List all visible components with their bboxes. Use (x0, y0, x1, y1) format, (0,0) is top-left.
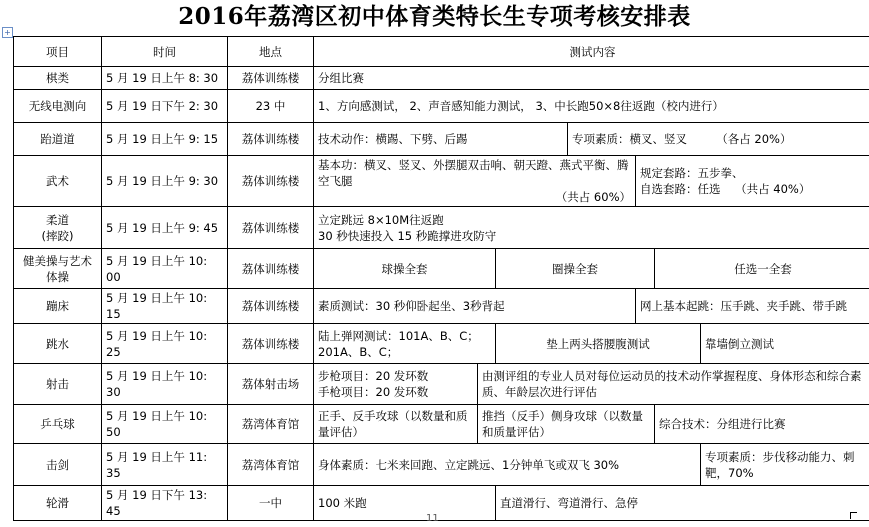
page-corner-mark (850, 512, 857, 519)
item-cell: 跆道道 (14, 123, 102, 156)
routine-weight: （共占 40%） (735, 182, 811, 196)
page-number: 11 (426, 513, 439, 524)
content-cell-optional: 任选一全套 (655, 249, 869, 289)
item-cell: 棋类 (14, 67, 102, 90)
item-cell: 无线电测向 (14, 90, 102, 123)
item-cell: 乒乓球 (14, 405, 102, 444)
pistol-line: 手枪项目：20 发环数 (318, 385, 429, 399)
content-cell-trampoline (314, 324, 496, 364)
item-cell (14, 207, 102, 249)
item-cell: 健美操与艺术体操 (14, 249, 102, 289)
header-item: 项目 (14, 37, 102, 67)
quality-weight: （各占 20%） (716, 132, 792, 146)
basic-weight: （共占 60%） (555, 190, 631, 204)
time-cell: 5 月 19 日上午 10: 00 (102, 249, 228, 289)
time-cell: 5 月 19 日上午 10: 30 (102, 364, 228, 405)
basic-text: 基本功：横叉、竖叉、外摆腿双击响、朝天蹬、燕式平衡、腾空飞腿 (318, 158, 629, 188)
content-cell-special: 专项素质：步伐移动能力、刺靶，70% (701, 444, 869, 486)
table-row-chess (14, 67, 869, 90)
item-cell: 击剑 (14, 444, 102, 486)
content-cell-mat: 垫上两头搭腰腹测试 (496, 324, 701, 364)
content-cell-routine (636, 156, 869, 207)
routine-text: 规定套路：五步拳、 (640, 166, 744, 180)
table-row-shooting (14, 364, 869, 405)
table-row-gym (14, 249, 869, 289)
time-cell: 5 月 19 日上午 9: 30 (102, 156, 228, 207)
time-cell: 5 月 19 日上午 10: 50 (102, 405, 228, 444)
content-line-1: 陆上弹网测试：101A、B、C； (318, 328, 479, 343)
item-cell: 跳水 (14, 324, 102, 364)
place-cell: 23 中 (228, 90, 314, 123)
table-row-wushu (14, 156, 869, 207)
time-cell: 5 月 19 日上午 10: 15 (102, 289, 228, 324)
item-cell: 射击 (14, 364, 102, 405)
table-row-judo (14, 207, 869, 249)
schedule-table (13, 36, 869, 521)
quality-text: 专项素质：横叉、竖叉 (572, 132, 687, 146)
item-cell: 轮滑 (14, 486, 102, 521)
place-cell: 荔体训练楼 (228, 324, 314, 364)
time-cell: 5 月 19 日上午 9: 45 (102, 207, 228, 249)
content-cell-quality (568, 123, 869, 156)
content-cell-attack: 正手、反手攻球（以数量和质量评估） (314, 405, 478, 444)
content-cell-guns (314, 364, 478, 405)
content-cell-quality: 素质测试：30 秒仰卧起坐、3秒背起 (314, 289, 636, 324)
content-cell-technique: 技术动作：横踢、下劈、后踢 (314, 123, 568, 156)
place-cell: 荔体射击场 (228, 364, 314, 405)
content-cell (314, 207, 869, 249)
content-cell-physical: 身体素质：七米来回跑、立定跳远、1分钟单飞或双飞 30% (314, 444, 701, 486)
time-cell: 5 月 19 日上午 11: 35 (102, 444, 228, 486)
content-cell-jump: 网上基本起跳：压手跳、夹手跳、带手跳 (636, 289, 869, 324)
header-time: 时间 (102, 37, 228, 67)
content-line-1: 立定跳远 8×10M往返跑 (318, 212, 444, 227)
item-cell: 武术 (14, 156, 102, 207)
content-line-2: 30 秒快速投入 15 秒跪撑进攻防守 (318, 228, 497, 243)
content-cell: 分组比赛 (314, 67, 869, 90)
time-cell: 5 月 19 日上午 10: 25 (102, 324, 228, 364)
content-cell-ball: 球操全套 (314, 249, 496, 289)
header-place: 地点 (228, 37, 314, 67)
routine-free: 自选套路：任选 (640, 182, 721, 196)
content-cell-handstand: 靠墙倒立测试 (701, 324, 869, 364)
content-line-2: 201A、B、C； (318, 344, 399, 359)
content-cell-sprint: 100 米跑 (314, 486, 496, 521)
item-name: 柔道 (46, 212, 69, 227)
time-cell: 5 月 19 日下午 13: 45 (102, 486, 228, 521)
place-cell: 荔湾体育馆 (228, 444, 314, 486)
time-cell: 5 月 19 日上午 8: 30 (102, 67, 228, 90)
table-row-pingpong (14, 405, 869, 444)
table-row-radio (14, 90, 869, 123)
table-row-diving (14, 324, 869, 364)
content-cell-hoop: 圈操全套 (496, 249, 655, 289)
place-cell: 荔体训练楼 (228, 207, 314, 249)
table-row-taekwondo (14, 123, 869, 156)
rifle-line: 步枪项目：20 发环数 (318, 369, 429, 383)
table-move-handle-icon[interactable]: + (2, 27, 13, 38)
place-cell: 荔体训练楼 (228, 156, 314, 207)
item-subname: (摔跤) (41, 228, 74, 243)
place-cell: 一中 (228, 486, 314, 521)
place-cell: 荔湾体育馆 (228, 405, 314, 444)
content-cell-push: 推挡（反手）侧身攻球（以数量和质量评估） (478, 405, 655, 444)
page-title: 2016年荔湾区初中体育类特长生专项考核安排表 (178, 3, 691, 30)
content-cell-evaluation: 由测评组的专业人员对每位运动员的技术动作掌握程度、身体形态和综合素质、年龄层次进行评估 (478, 364, 869, 405)
place-cell: 荔体训练楼 (228, 67, 314, 90)
header-content: 测试内容 (314, 37, 869, 67)
table-row-trampoline (14, 289, 869, 324)
place-cell: 荔体训练楼 (228, 123, 314, 156)
place-cell: 荔体训练楼 (228, 289, 314, 324)
time-cell: 5 月 19 日上午 9: 15 (102, 123, 228, 156)
content-cell-skills: 直道滑行、弯道滑行、急停 (496, 486, 869, 521)
table-header-row (14, 37, 869, 67)
content-cell: 1、方向感测试， 2、声音感知能力测试， 3、中长跑50×8往返跑（校内进行） (314, 90, 869, 123)
table-row-skating (14, 486, 869, 521)
place-cell: 荔体训练楼 (228, 249, 314, 289)
item-cell: 蹦床 (14, 289, 102, 324)
content-cell-basic (314, 156, 636, 207)
time-cell: 5 月 19 日下午 2: 30 (102, 90, 228, 123)
table-row-fencing (14, 444, 869, 486)
content-cell-match: 综合技术：分组进行比赛 (655, 405, 869, 444)
